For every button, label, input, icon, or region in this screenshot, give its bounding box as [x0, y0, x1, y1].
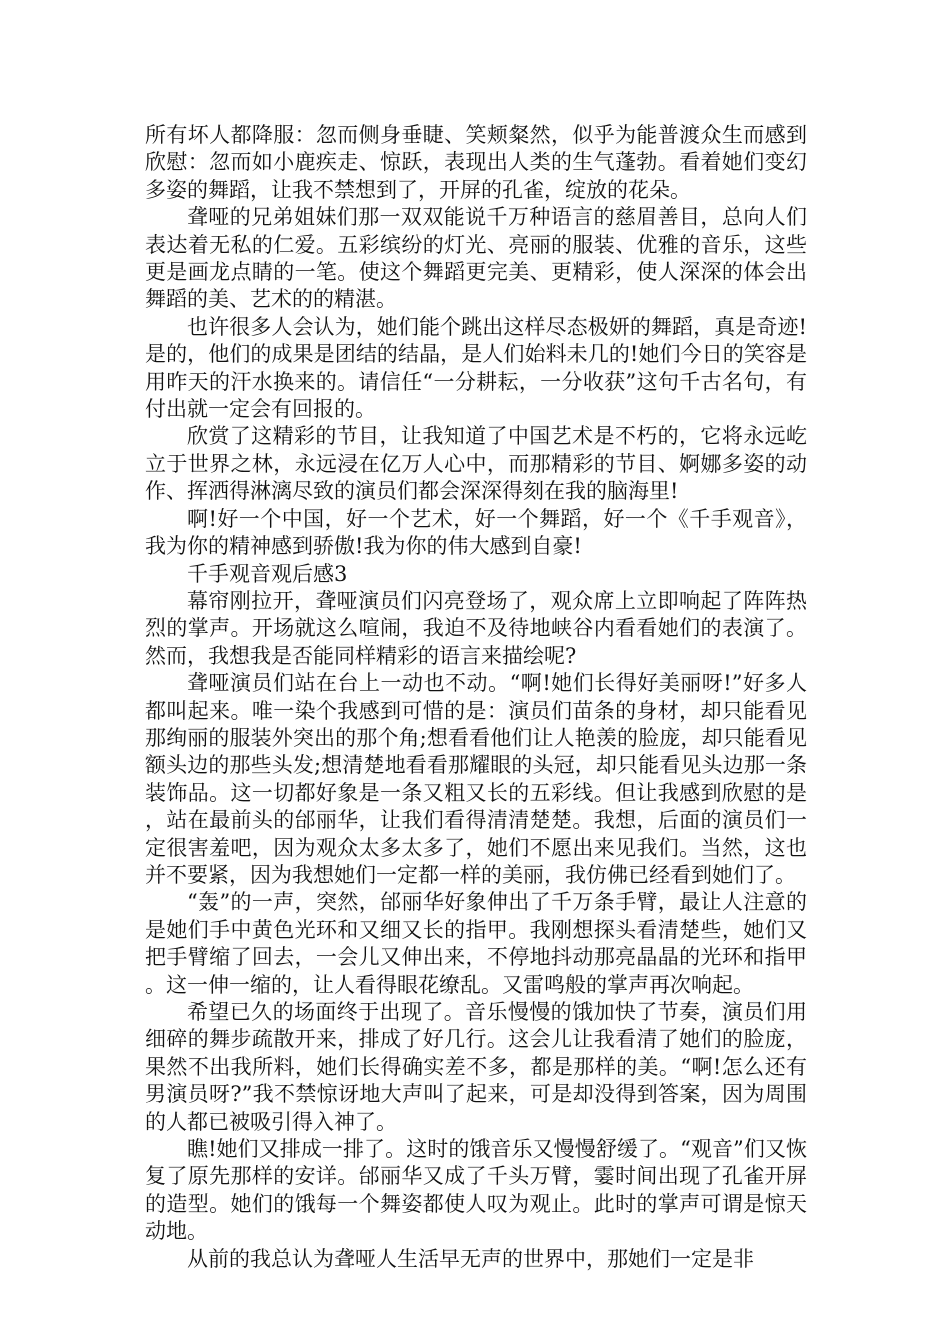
paragraph: “轰”的一声，突然，邰丽华好象伸出了千万条手臂，最让人注意的是她们手中黄色光环和又细又长的指甲。我刚想探头看清楚些，她们又把手臂缩了回去，一会儿又伸出来，不停地抖动那亮晶晶的光环和指甲。这一伸一缩的，让人看得眼花缭乱。又雷鸣般的掌声再次响起。	[145, 890, 807, 997]
section-heading: 千手观音观后感3	[187, 561, 348, 586]
paragraph: 所有坏人都降服：忽而侧身垂睫、笑颊粲然，似乎为能普渡众生而感到欣慰：忽而如小鹿疾走、惊跃，表现出人类的生气蓬勃。看着她们变幻多姿的舞蹈，让我不禁想到了，开屏的孔雀，绽放的花朵。	[145, 123, 807, 202]
paragraph: 欣赏了这精彩的节目，让我知道了中国艺术是不朽的，它将永远屹立于世界之林，永远浸在亿万人心中，而那精彩的节目、婀娜多姿的动作、挥洒得淋漓尽致的演员们都会深深得刻在我的脑海里!	[145, 424, 807, 504]
paragraph: 瞧!她们又排成一排了。这时的饿音乐又慢慢舒缓了。“观音”们又恢复了原先那样的安详。邰丽华又成了千头万臂，霎时间出现了孔雀开屏的造型。她们的饿每一个舞姿都使人叹为观止。此时的掌声可谓是惊天动地。	[145, 1137, 807, 1244]
paragraph: 聋哑演员们站在台上一动也不动。“啊!她们长得好美丽呀!”好多人都叫起来。唯一染个我感到可惜的是：演员们苗条的身材，却只能看见那绚丽的服装外突出的那个角;想看看他们让人艳羡的脸庞，却只能看见额头边的那些头发;想清楚地看看那耀眼的头冠，却只能看见头边那一条装饰品。这一切都好象是一条又粗又长的五彩线。但让我感到欣慰的是，站在最前头的邰丽华，让我们看得清清楚楚。我想，后面的演员们一定很害羞吧，因为观众太多太多了，她们不愿出来见我们。当然，这也并不要紧，因为我想她们一定都一样的美丽，我仿佛已经看到她们了。	[145, 671, 807, 887]
paragraph: 聋哑的兄弟姐妹们那一双双能说千万种语言的慈眉善目，总向人们表达着无私的仁爱。五彩缤纷的灯光、亮丽的服装、优雅的音乐，这些更是画龙点睛的一笔。使这个舞蹈更完美、更精彩，使人深深的体会出舞蹈的美、艺术的的精湛。	[145, 205, 807, 312]
paragraph: 幕帘刚拉开，聋哑演员们闪亮登场了，观众席上立即响起了阵阵热烈的掌声。开场就这么喧闹，我迫不及待地峡谷内看看她们的表演了。然而，我想我是否能同样精彩的语言来描绘呢?	[145, 588, 807, 668]
paragraph: 希望已久的场面终于出现了。音乐慢慢的饿加快了节奏，演员们用细碎的舞步疏散开来，排成了好几行。这会儿让我看清了她们的脸庞，果然不出我所料，她们长得确实差不多，都是那样的美。“啊!怎么还有男演员呀?”我不禁惊讶地大声叫了起来，可是却没得到答案，因为周围的人都已被吸引得入神了。	[145, 1000, 807, 1134]
document-body	[145, 122, 807, 1273]
paragraph: 啊!好一个中国，好一个艺术，好一个舞蹈，好一个《千手观音》，我为你的精神感到骄傲!我为你的伟大感到自豪!	[145, 506, 807, 559]
paragraph: 从前的我总认为聋哑人生活早无声的世界中，那她们一定是非	[187, 1246, 754, 1271]
paragraph: 也许很多人会认为，她们能个跳出这样尽态极妍的舞蹈，真是奇迹!是的，他们的成果是团结的结晶，是人们始料未几的!她们今日的笑容是用昨天的汗水换来的。请信任“一分耕耘，一分收获”这句千古名句，有付出就一定会有回报的。	[145, 314, 807, 422]
